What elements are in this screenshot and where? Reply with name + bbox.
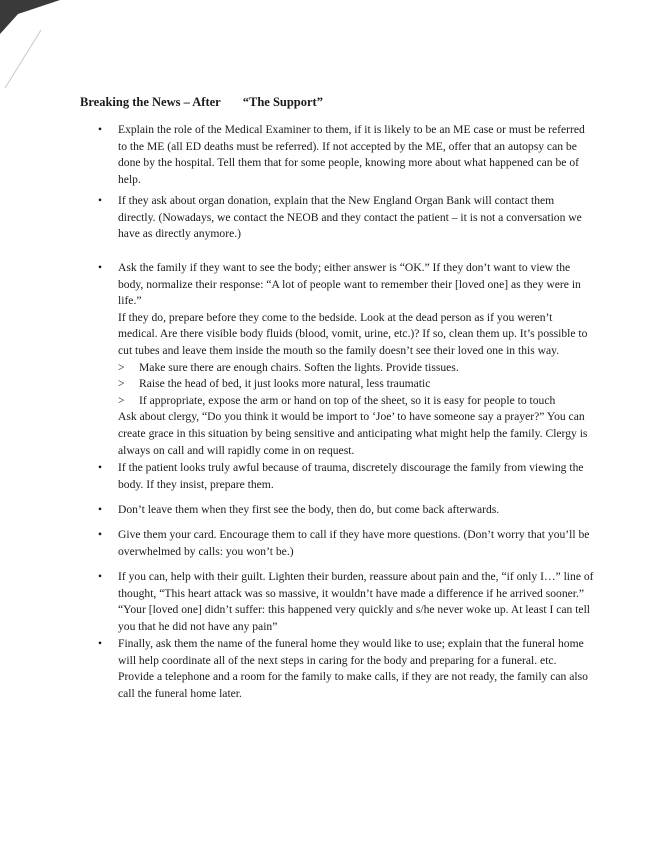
sub-list <box>118 360 594 410</box>
bullet-text: Finally, ask them the name of the funeral home they would like to use; explain that the funeral home will help coordinate all of the next steps in caring for the body and preparing for a funeral. etc. Provide a telephone and a room for the family to make calls, if they are not ready, the family can also call the funeral home later. <box>118 637 588 700</box>
sub-list-text: Make sure there are enough chairs. Soften the lights. Provide tissues. <box>139 360 459 374</box>
bullet-item <box>94 193 594 260</box>
bullet-point: • <box>97 637 103 650</box>
bullet-point: • <box>97 123 103 136</box>
heading-title: Breaking the News – After <box>80 95 221 109</box>
arrow-marker: > <box>118 360 125 374</box>
bullet-text: If the patient looks truly awful because of trauma, discretely discourage the family from viewing the body. If they insist, prepare them. <box>118 461 584 491</box>
bullet-list <box>94 122 594 702</box>
arrow-marker: > <box>118 377 125 391</box>
scan-page-edge <box>3 30 43 90</box>
bullet-item <box>94 527 594 569</box>
heading-subtitle: “The Support” <box>242 95 323 109</box>
bullet-text: If they ask about organ donation, explain that the New England Organ Bank will contact them directly. (Nowadays, we contact the NEOB and they contact the patient – it is not a conversation we have as directly anymore.) <box>118 194 582 241</box>
bullet-text: Explain the role of the Medical Examiner to them, if it is likely to be an ME case or must be referred to the ME (all ED deaths must be referred). If not accepted by the ME, offer that an autopsy can be done by the hospital. Tell them that for some people, knowing more about what happened can be of help. <box>118 123 585 186</box>
bullet-item <box>94 122 594 193</box>
arrow-marker: > <box>118 393 125 407</box>
bullet-point: • <box>97 570 103 583</box>
bullet-item <box>94 569 594 636</box>
section-heading <box>80 95 323 110</box>
bullet-text: Ask the family if they want to see the body; either answer is “OK.” If they don’t want to view the body, normalize their response: “A lot of people want to remember their [loved one] as they were in life.” <box>118 261 581 308</box>
bullet-point: • <box>97 194 103 207</box>
sub-list-item <box>118 360 594 377</box>
bullet-text: If you can, help with their guilt. Lighten their burden, reassure about pain and the, “if only I…” line of thought, “This heart attack was so massive, it wouldn’t have made a difference if he arrived sooner.” “Your [loved one] didn’t suffer: this happened very quickly and s/he never woke up. At least I can tell you that he did not have any pain” <box>118 570 594 633</box>
bullet-item <box>94 502 594 527</box>
bullet-item <box>94 636 594 702</box>
sub-list-text: Raise the head of bed, it just looks more natural, less traumatic <box>139 377 431 391</box>
bullet-text-continued: If they do, prepare before they come to the bedside. Look at the dead person as if you weren’t medical. Are there visible body fluids (blood, vomit, urine, etc.)? If so, clean them up. It’s possible to cut tubes and leave them inside the mouth so the family doesn’t see their loved one in this way. <box>118 310 588 357</box>
bullet-point: • <box>97 528 103 541</box>
bullet-text: Give them your card. Encourage them to call if they have more questions. (Don’t worry that you’ll be overwhelmed by calls: you won’t be.) <box>118 528 590 558</box>
bullet-item <box>94 260 594 460</box>
bullet-point: • <box>97 461 103 474</box>
clergy-paragraph: Ask about clergy, “Do you think it would be import to ‘Joe’ to have someone say a prayer?” You can create grace in this situation by being sensitive and anticipating what might help the family. Clergy is always on call and will rapidly come in on request. <box>118 410 588 457</box>
sub-list-item <box>118 376 594 393</box>
sub-list-item <box>118 393 594 410</box>
bullet-item <box>94 460 594 502</box>
bullet-point: • <box>97 261 103 274</box>
bullet-text: Don’t leave them when they first see the body, then do, but come back afterwards. <box>118 503 500 516</box>
bullet-point: • <box>97 503 103 516</box>
sub-list-text: If appropriate, expose the arm or hand on top of the sheet, so it is easy for people to touch <box>139 393 556 407</box>
